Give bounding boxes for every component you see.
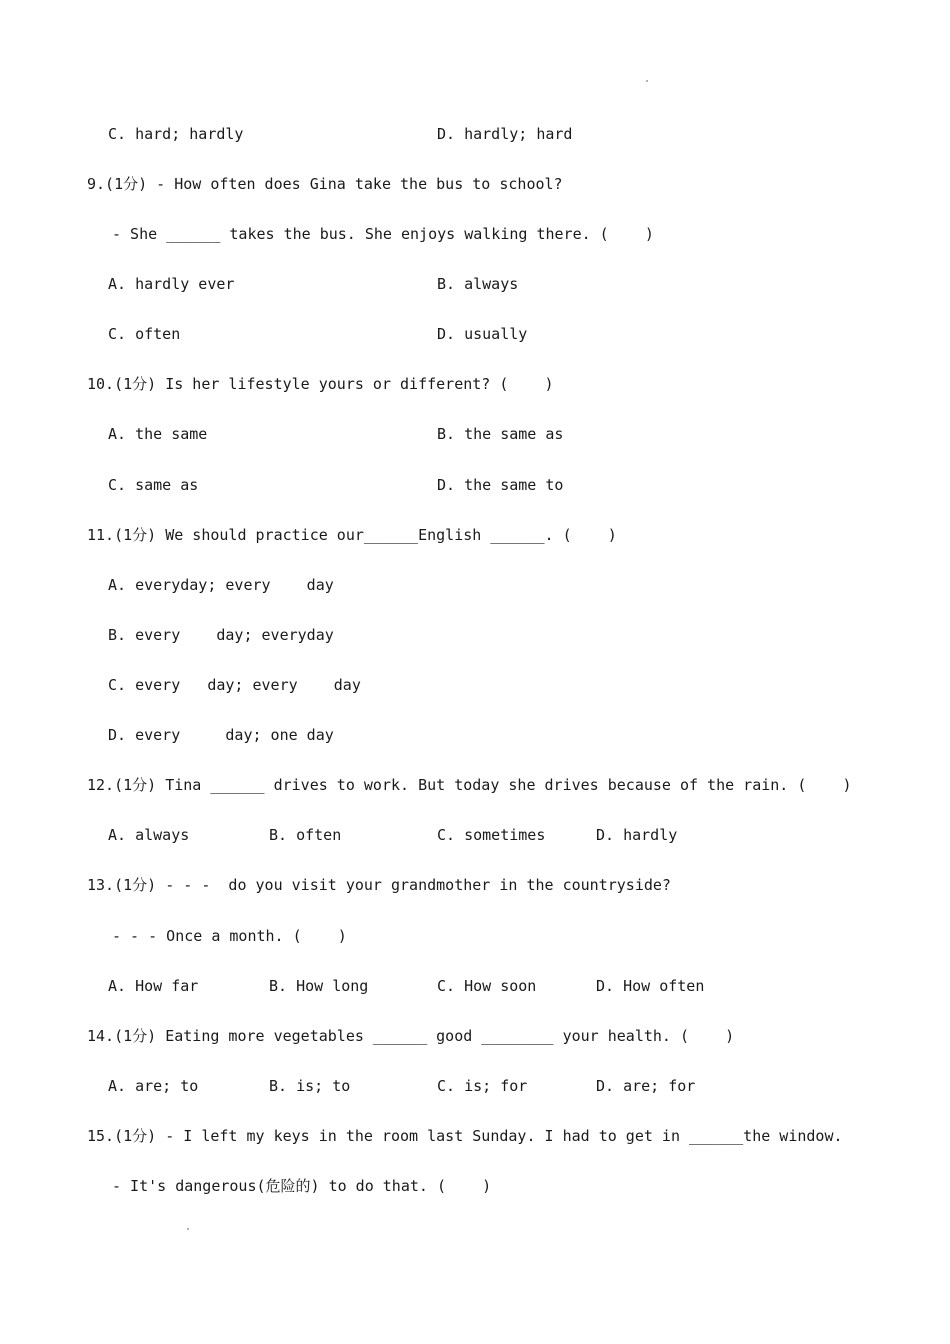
q11-option-b: B. every day; everyday <box>108 626 334 644</box>
q12-option-c: C. sometimes <box>437 826 546 844</box>
q14-stem: 14.(1分) Eating more vegetables ______ good ________ your health. ( ) <box>87 1027 735 1045</box>
q14-option-b: B. is; to <box>269 1077 351 1095</box>
q14-option-c: C. is; for <box>437 1077 528 1095</box>
q15-stem: 15.(1分) - I left my keys in the room last Sunday. I had to get in ______the window. <box>87 1127 843 1145</box>
q13-stem: 13.(1分) - - - do you visit your grandmother in the countryside? <box>87 876 671 894</box>
q13-option-d: D. How often <box>596 977 705 995</box>
scan-mark <box>187 1228 189 1230</box>
q13-option-a: A. How far <box>108 977 199 995</box>
q9-line2: - She ______ takes the bus. She enjoys walking there. ( ) <box>112 225 654 243</box>
q14-option-a: A. are; to <box>108 1077 199 1095</box>
scan-mark <box>646 80 648 82</box>
q10-option-a: A. the same <box>108 425 208 443</box>
q9-option-b: B. always <box>437 275 519 293</box>
q11-option-a: A. everyday; every day <box>108 576 334 594</box>
q9-option-c: C. often <box>108 325 181 343</box>
q9-option-a: A. hardly ever <box>108 275 235 293</box>
q13-option-c: C. How soon <box>437 977 537 995</box>
q15-line2: - It's dangerous(危险的) to do that. ( ) <box>112 1177 492 1195</box>
q8-option-d: D. hardly; hard <box>437 125 573 143</box>
q11-option-c: C. every day; every day <box>108 676 361 694</box>
q10-stem: 10.(1分) Is her lifestyle yours or different? ( ) <box>87 375 554 393</box>
q11-option-d: D. every day; one day <box>108 726 334 744</box>
q9-stem: 9.(1分) - How often does Gina take the bus to school? <box>87 175 563 193</box>
q8-option-c: C. hard; hardly <box>108 125 244 143</box>
q11-stem: 11.(1分) We should practice our______English ______. ( ) <box>87 526 617 544</box>
q10-option-d: D. the same to <box>437 476 564 494</box>
q13-option-b: B. How long <box>269 977 369 995</box>
q10-option-b: B. the same as <box>437 425 564 443</box>
q12-stem: 12.(1分) Tina ______ drives to work. But today she drives because of the rain. ( ) <box>87 776 852 794</box>
q9-option-d: D. usually <box>437 325 528 343</box>
q12-option-b: B. often <box>269 826 342 844</box>
q12-option-d: D. hardly <box>596 826 678 844</box>
q12-option-a: A. always <box>108 826 190 844</box>
q13-line2: - - - Once a month. ( ) <box>112 927 347 945</box>
q10-option-c: C. same as <box>108 476 199 494</box>
q14-option-d: D. are; for <box>596 1077 696 1095</box>
